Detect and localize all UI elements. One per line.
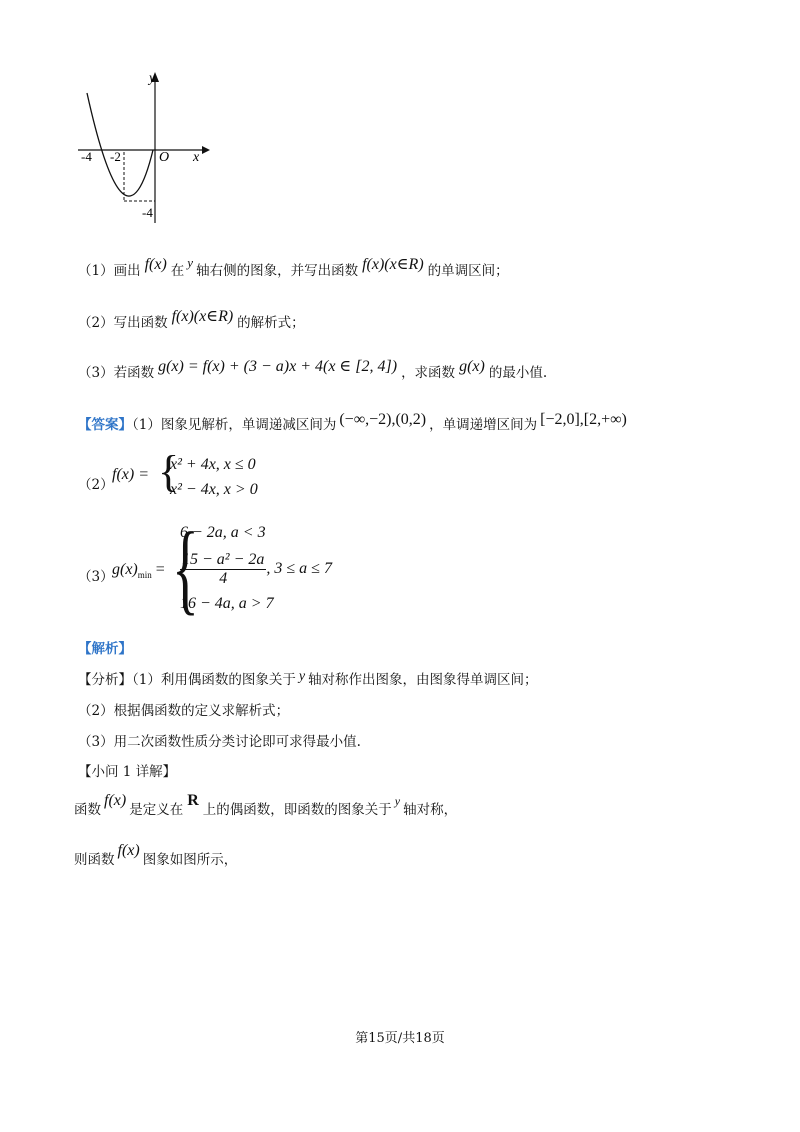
tick-neg4-y: -4: [142, 205, 153, 220]
page-footer: 第15页/共18页: [355, 1031, 445, 1046]
d2-a: 则函数: [74, 852, 115, 868]
question-2: [78, 308, 305, 332]
d2-b: 图象如图所示，: [142, 852, 238, 868]
d1-fx: f(x): [104, 792, 127, 809]
q3-mid: ，求函数: [401, 365, 456, 381]
a3-case2-cond: , 3 ≤ a ≤ 7: [266, 560, 332, 578]
detail-line-1: [74, 792, 458, 819]
a3-lhs: [112, 561, 165, 580]
q3-prefix: （3）若函数: [78, 365, 155, 381]
a3-sub: min: [137, 570, 152, 581]
q3-suffix: 的最小值.: [488, 365, 548, 381]
origin-label: O: [159, 150, 170, 165]
q2-prefix: （2）写出函数: [78, 315, 168, 331]
parabola-curve: [87, 93, 153, 196]
a2-case1: x² + 4x, x ≤ 0: [170, 456, 256, 473]
a1-text1: （1）图象见解析，单调递减区间为: [132, 417, 337, 433]
analysis-fenxi: [78, 671, 538, 690]
q2-fxR: f(x)(x∈R): [171, 308, 234, 325]
question-1: [78, 255, 509, 280]
y-label: y: [149, 71, 156, 86]
fenxi-y: y: [298, 669, 306, 684]
x-axis-arrow: [202, 146, 210, 154]
tick-neg4-x: -4: [81, 149, 92, 164]
a3-case1: 6 − 2a, a < 3: [180, 524, 266, 541]
q3-formula: g(x) = f(x) + (3 − a)x + 4(x ∈ [2, 4]): [158, 358, 398, 375]
d1-y: y: [394, 794, 401, 808]
q1-mid2: 轴右侧的图象，并写出函数: [196, 263, 359, 279]
a3-frac-den: 4: [219, 570, 228, 587]
d2-fx: f(x): [117, 842, 140, 859]
analysis-tag: [78, 640, 132, 658]
d1-R: R: [187, 792, 199, 809]
a2-case2: x² − 4x, x > 0: [170, 481, 258, 498]
fenxi-end: 轴对称作出图象，由图象得单调区间；: [308, 672, 538, 688]
d1-c: 上的偶函数，即函数的图象关于: [202, 802, 392, 818]
q1-prefix: （1）画出: [78, 263, 141, 279]
a1-dec: (−∞,−2),(0,2): [339, 411, 427, 428]
q1-mid1: 在: [170, 263, 185, 279]
fenxi-text: 【分析】（1）利用偶函数的图象关于: [78, 672, 296, 688]
function-graph: [70, 68, 210, 228]
a3-case2: [180, 551, 332, 588]
a3-case3: 16 − 4a, a > 7: [180, 595, 274, 612]
analysis-line3: （3）用二次函数性质分类讨论即可求得最小值.: [78, 734, 361, 750]
a3-fraction: [180, 551, 266, 588]
a2-lhs: f(x) =: [112, 466, 149, 483]
a3-frac-num: 15 − a² − 2a: [182, 551, 265, 568]
a1-inc: [−2,0],[2,+∞): [540, 411, 627, 428]
sub-question-tag: 【小问 1 详解】: [78, 764, 177, 780]
analysis-line2: （2）根据偶函数的定义求解析式；: [78, 703, 290, 719]
q1-fxR: f(x)(x∈R): [362, 256, 424, 273]
question-3: [78, 358, 548, 382]
q1-y: y: [187, 255, 194, 270]
a2-brace: {: [158, 447, 180, 496]
analysis-tag-text: 【解析】: [78, 641, 132, 657]
a2-label: （2）: [78, 477, 114, 493]
tick-neg2-x: -2: [110, 149, 121, 164]
q1-suffix: 的单调区间；: [427, 263, 509, 279]
d1-a: 函数: [74, 802, 101, 818]
d1-d: 轴对称，: [403, 802, 458, 818]
a3-label: （3）: [78, 569, 114, 585]
d1-b: 是定义在: [129, 802, 184, 818]
q1-fx: f(x): [144, 256, 167, 273]
x-label: x: [193, 150, 200, 165]
a3-eq: =: [155, 561, 165, 578]
a1-text2: ，单调递增区间为: [429, 417, 538, 433]
a3-gx: g(x): [112, 561, 138, 578]
a3-brace: {: [172, 512, 199, 625]
q3-gx: g(x): [459, 358, 485, 375]
q2-suffix: 的解析式；: [237, 315, 305, 331]
answer-1: [78, 411, 630, 434]
answer-tag: 【答案】: [78, 417, 132, 433]
detail-line-2: [74, 842, 238, 869]
